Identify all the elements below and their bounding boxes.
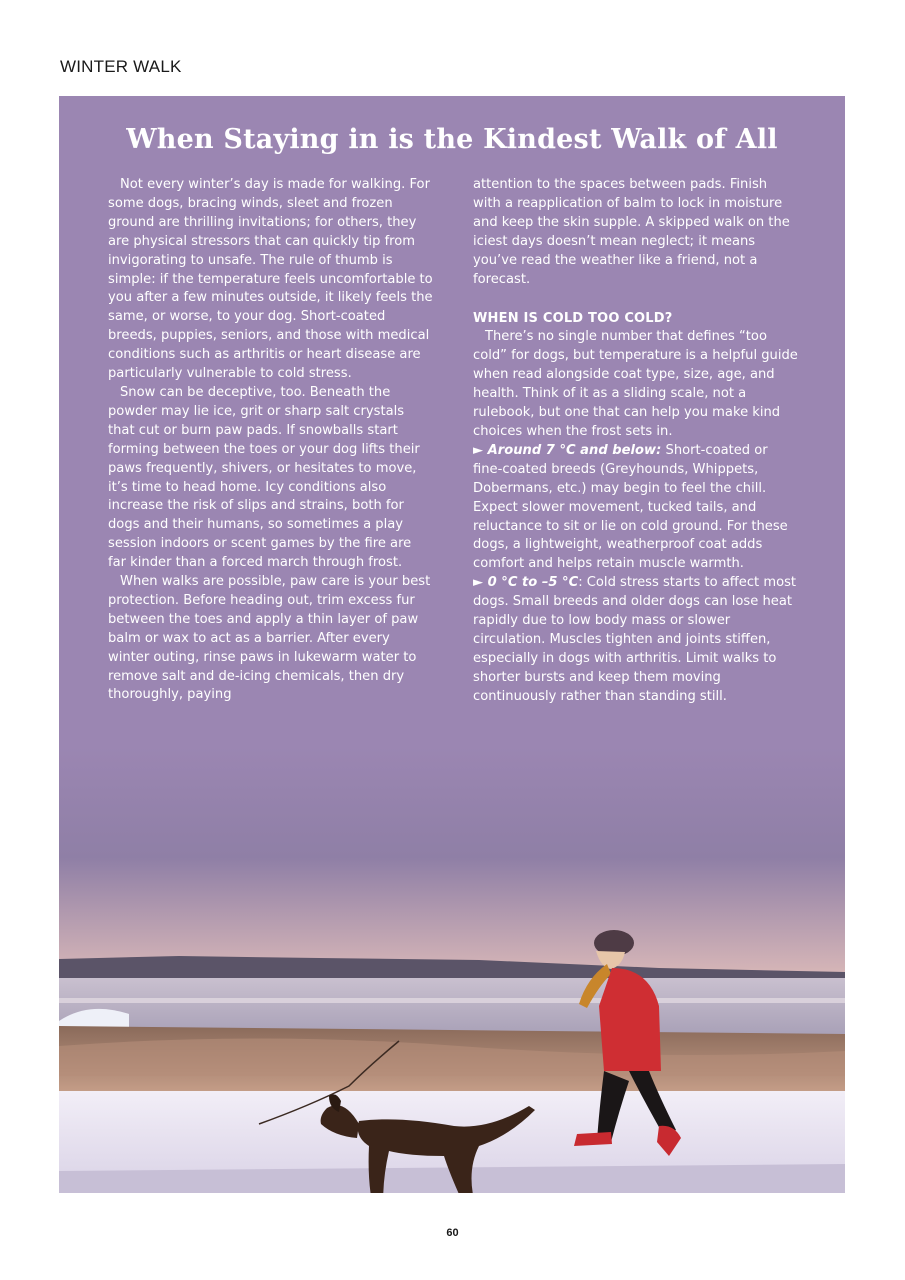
article-panel (59, 96, 845, 1193)
paragraph-intro: Not every winter’s day is made for walking. For some dogs, bracing winds, sleet and frozen ground are thrilling invitations; for others, they are physical stressors that can quickly tip from invigorating to unsafe. The rule of thumb is simple: if the temperature feels uncomfortable to you after a few minutes outside, it likely feels the same, or worse, to your dog. Short-coated breeds, puppies, seniors, and those with medical conditions such as arthritis or heart disease are particularly vulnerable to cold stress. (108, 177, 433, 382)
paragraph-continuation: attention to the spaces between pads. Finish with a reapplication of balm to lock in moisture and keep the skin supple. A skipped walk on the iciest days doesn’t mean neglect; it means you’ve read the weather like a friend, not a forecast. (473, 177, 790, 287)
subheading: WHEN IS COLD TOO COLD? (473, 311, 673, 327)
bullet-lead: ► 0 °C to –5 °C (473, 575, 579, 591)
bullet-text: Short-coated or fine-coated breeds (Greyhounds, Whippets, Dobermans, etc.) may begin to feel the chill. Expect slower movement, tucked tails, and reluctance to sit or lie on cold ground. For these dogs, a lightweight, weatherproof coat adds comfort and helps retain muscle warmth. (473, 442, 788, 572)
winter-walk-photo (59, 746, 845, 1193)
paragraph-snow: Snow can be deceptive, too. Beneath the powder may lie ice, grit or sharp salt crystals that cut or burn paw pads. If snowballs start forming between the toes or your dog lifts their paws frequently, shivers, or hesitates to move, it’s time to head home. Icy conditions also increase the risk of slips and strains, both for dogs and their humans, so sometimes a play session indoors or scent games by the fire are far kinder than a forced march through frost. (108, 384, 420, 571)
paragraph-paw-care: When walks are possible, paw care is your best protection. Before heading out, trim excess fur between the toes and apply a thin layer of paw balm or wax to act as a barrier. After every winter outing, rinse paws in lukewarm water to remove salt and de-icing chemicals, then dry thoroughly, paying (108, 574, 431, 703)
section-label: WINTER WALK (60, 57, 182, 76)
paragraph-cold-intro: There’s no single number that defines “too cold” for dogs, but temperature is a helpful guide when read alongside coat type, size, age, and health. Think of it as a sliding scale, not a rulebook, but one that can help you make kind choices when the frost sets in. (473, 329, 798, 439)
left-column (108, 176, 433, 705)
right-column (473, 176, 798, 707)
bullet-lead: ► Around 7 °C and below: (473, 442, 662, 458)
article-title: When Staying in is the Kindest Walk of All (126, 124, 778, 155)
bullet-0-to-minus-5 (473, 574, 798, 706)
bullet-around-7 (473, 442, 798, 574)
bullet-text: : Cold stress starts to affect most dogs. Small breeds and older dogs can lose heat rapidly due to low body mass or slower circulation. Muscles tighten and joints stiffen, especially in dogs with arthritis. Limit walks to shorter bursts and keep them moving continuously rather than standing still. (473, 575, 797, 704)
page-number: 60 (446, 1227, 459, 1239)
